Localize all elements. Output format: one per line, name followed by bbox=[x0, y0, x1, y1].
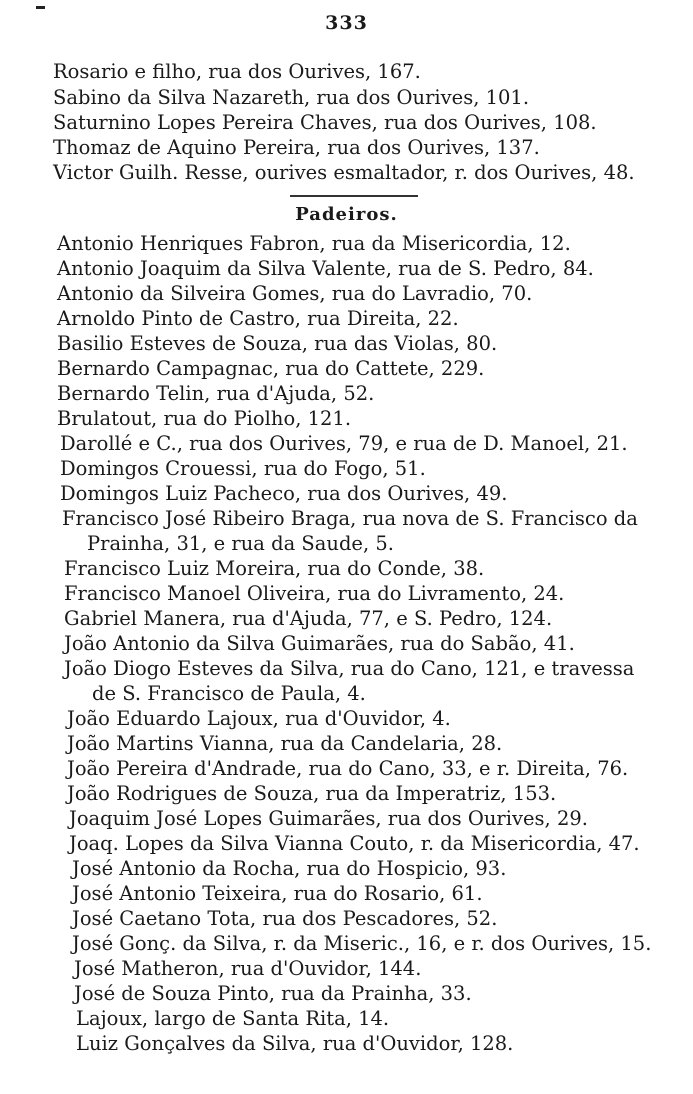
printer-mark bbox=[36, 6, 45, 9]
list-item: Bernardo Telin, rua d'Ajuda, 52. bbox=[57, 382, 375, 405]
list-item: José Caetano Tota, rua dos Pescadores, 52. bbox=[72, 907, 498, 930]
list-item: Bernardo Campagnac, rua do Cattete, 229. bbox=[57, 357, 485, 380]
list-item: João Pereira d'Andrade, rua do Cano, 33, e r. Direita, 76. bbox=[67, 757, 629, 780]
list-item: Sabino da Silva Nazareth, rua dos Ourives, 101. bbox=[53, 86, 530, 109]
list-item: Arnoldo Pinto de Castro, rua Direita, 22. bbox=[57, 307, 459, 330]
list-item: Domingos Crouessi, rua do Fogo, 51. bbox=[60, 457, 426, 480]
list-item: João Diogo Esteves da Silva, rua do Cano, 121, e travessa bbox=[64, 657, 635, 680]
page-number: 333 bbox=[325, 12, 368, 34]
list-item: José Antonio Teixeira, rua do Rosario, 61. bbox=[72, 882, 483, 905]
list-item: Victor Guilh. Resse, ourives esmaltador, r. dos Ourives, 48. bbox=[53, 161, 635, 184]
list-item: Gabriel Manera, rua d'Ajuda, 77, e S. Pedro, 124. bbox=[64, 607, 553, 630]
list-item: Antonio Joaquim da Silva Valente, rua de S. Pedro, 84. bbox=[57, 257, 594, 280]
list-item: Francisco Luiz Moreira, rua do Conde, 38. bbox=[64, 557, 485, 580]
list-item-continuation: Prainha, 31, e rua da Saude, 5. bbox=[87, 532, 394, 555]
list-item: José Matheron, rua d'Ouvidor, 144. bbox=[74, 957, 422, 980]
list-item: José Antonio da Rocha, rua do Hospicio, 93. bbox=[72, 857, 507, 880]
list-item-continuation: de S. Francisco de Paula, 4. bbox=[92, 682, 366, 705]
list-item: José Gonç. da Silva, r. da Miseric., 16, e r. dos Ourives, 15. bbox=[72, 932, 652, 955]
list-item: Darollé e C., rua dos Ourives, 79, e rua de D. Manoel, 21. bbox=[60, 432, 628, 455]
list-item: José de Souza Pinto, rua da Prainha, 33. bbox=[74, 982, 472, 1005]
section-divider bbox=[290, 195, 418, 197]
list-item: Antonio da Silveira Gomes, rua do Lavradio, 70. bbox=[57, 282, 533, 305]
list-item: João Eduardo Lajoux, rua d'Ouvidor, 4. bbox=[67, 707, 451, 730]
list-item: Luiz Gonçalves da Silva, rua d'Ouvidor, 128. bbox=[76, 1032, 514, 1055]
list-item: Joaq. Lopes da Silva Vianna Couto, r. da Misericordia, 47. bbox=[69, 832, 640, 855]
list-item: Brulatout, rua do Piolho, 121. bbox=[57, 407, 352, 430]
list-item: João Rodrigues de Souza, rua da Imperatriz, 153. bbox=[67, 782, 557, 805]
list-item: Thomaz de Aquino Pereira, rua dos Ourives, 137. bbox=[53, 136, 540, 159]
list-item: Francisco Manoel Oliveira, rua do Livramento, 24. bbox=[64, 582, 565, 605]
list-item: Antonio Henriques Fabron, rua da Misericordia, 12. bbox=[57, 232, 571, 255]
list-item: João Martins Vianna, rua da Candelaria, 28. bbox=[67, 732, 503, 755]
list-item: Lajoux, largo de Santa Rita, 14. bbox=[76, 1007, 390, 1030]
list-item: Francisco José Ribeiro Braga, rua nova de S. Francisco da bbox=[62, 507, 638, 530]
section-heading: Padeiros. bbox=[295, 204, 398, 225]
list-item: Joaquim José Lopes Guimarães, rua dos Ourives, 29. bbox=[69, 807, 588, 830]
list-item: Domingos Luiz Pacheco, rua dos Ourives, 49. bbox=[60, 482, 508, 505]
list-item: Rosario e filho, rua dos Ourives, 167. bbox=[53, 60, 421, 83]
list-item: João Antonio da Silva Guimarães, rua do Sabão, 41. bbox=[64, 632, 575, 655]
list-item: Saturnino Lopes Pereira Chaves, rua dos Ourives, 108. bbox=[53, 111, 597, 134]
list-item: Basilio Esteves de Souza, rua das Violas, 80. bbox=[57, 332, 498, 355]
